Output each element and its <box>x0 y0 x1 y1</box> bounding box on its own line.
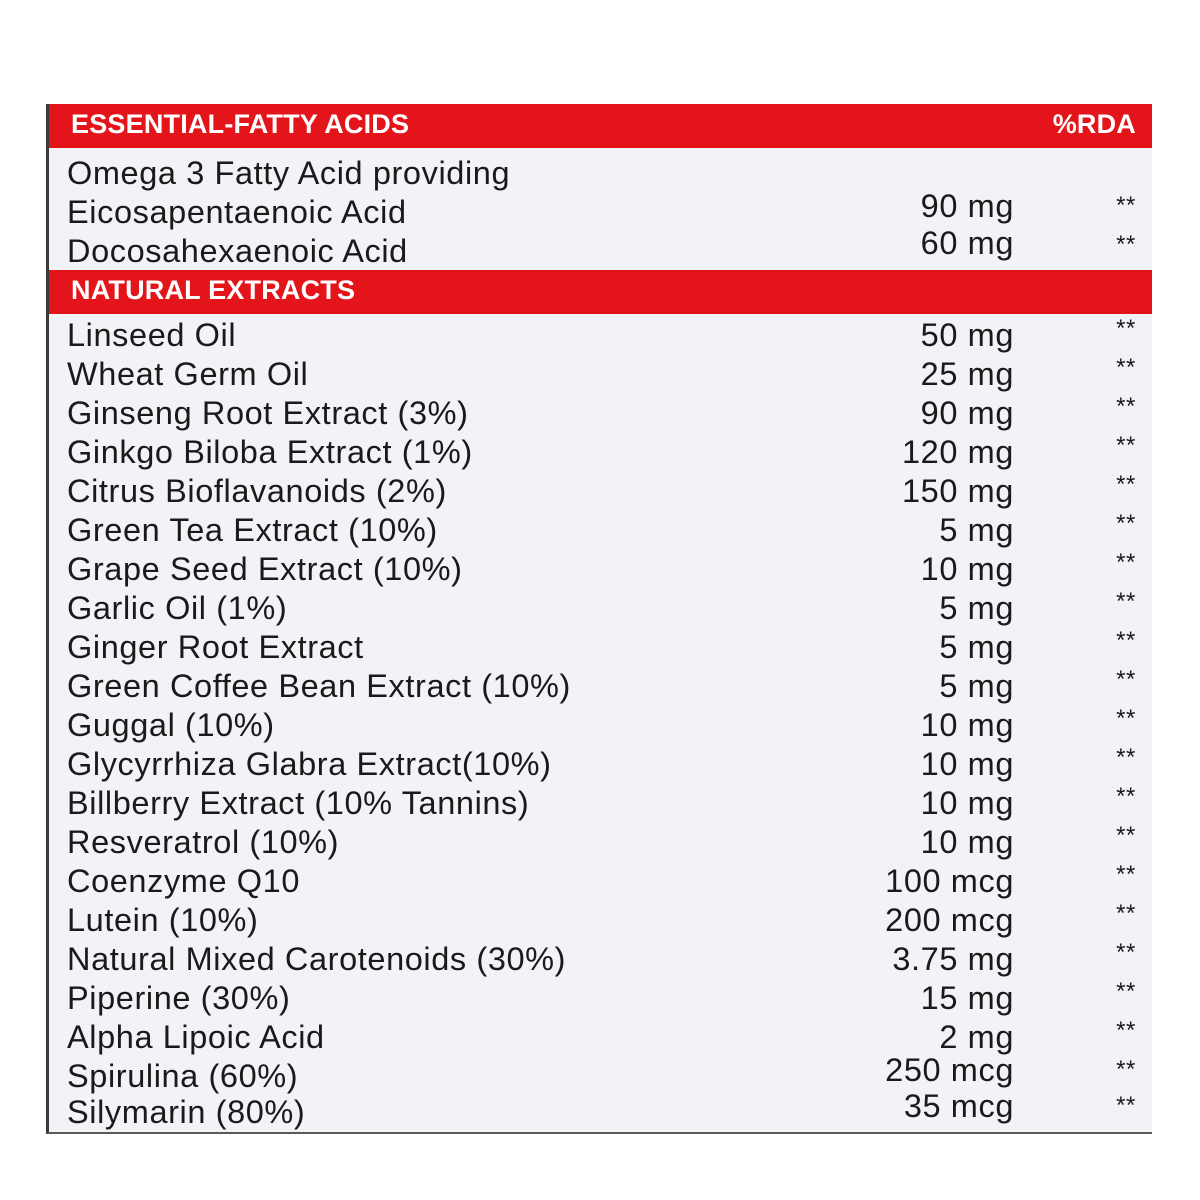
table-row <box>49 939 1152 979</box>
ingredient-amount: 15 mg <box>920 980 1014 1016</box>
ingredient-name: Ginseng Root Extract (3%) <box>67 395 469 431</box>
ingredient-amount: 10 mg <box>920 824 1014 860</box>
ingredient-rda: ** <box>1116 705 1136 732</box>
ingredient-amount: 10 mg <box>920 746 1014 782</box>
ingredient-name: Green Coffee Bean Extract (10%) <box>67 668 571 704</box>
table-row <box>49 393 1152 433</box>
ingredient-rda: ** <box>1116 432 1136 459</box>
ingredient-amount: 35 mcg <box>903 1088 1014 1124</box>
table-row <box>49 354 1152 394</box>
ingredient-rda: ** <box>1116 1092 1136 1119</box>
ingredient-name: Ginkgo Biloba Extract (1%) <box>67 434 473 470</box>
ingredient-rda: ** <box>1116 861 1136 888</box>
ingredient-name: Piperine (30%) <box>67 980 291 1016</box>
ingredient-amount: 5 mg <box>939 668 1014 704</box>
table-row <box>49 783 1152 823</box>
ingredient-rda: ** <box>1116 978 1136 1005</box>
section-title: ESSENTIAL-FATTY ACIDS <box>71 109 410 139</box>
table-row <box>49 666 1152 706</box>
ingredient-amount: 10 mg <box>920 551 1014 587</box>
section-title: NATURAL EXTRACTS <box>71 275 356 305</box>
table-row <box>49 861 1152 901</box>
ingredient-amount: 60 mg <box>920 225 1014 261</box>
ingredient-name: Linseed Oil <box>67 317 237 353</box>
ingredient-rda: ** <box>1116 393 1136 420</box>
table-row <box>49 588 1152 628</box>
ingredient-amount: 3.75 mg <box>892 941 1014 977</box>
section-header-natural-extracts <box>49 270 1152 314</box>
ingredient-rda: ** <box>1116 354 1136 381</box>
ingredient-name: Billberry Extract (10% Tannins) <box>67 785 530 821</box>
ingredient-rda: ** <box>1116 627 1136 654</box>
ingredient-rda: ** <box>1116 315 1136 342</box>
ingredient-name: Wheat Germ Oil <box>67 356 309 392</box>
ingredient-amount: 10 mg <box>920 785 1014 821</box>
ingredient-amount: 150 mg <box>901 473 1014 509</box>
ingredient-rda: ** <box>1116 822 1136 849</box>
ingredient-rda: ** <box>1116 783 1136 810</box>
ingredient-amount: 5 mg <box>939 629 1014 665</box>
ingredient-name: Natural Mixed Carotenoids (30%) <box>67 941 567 977</box>
ingredient-rda: ** <box>1116 1056 1136 1083</box>
ingredient-amount: 5 mg <box>939 512 1014 548</box>
ingredient-rda: ** <box>1116 192 1136 219</box>
ingredient-amount: 90 mg <box>920 188 1014 224</box>
ingredient-name: Green Tea Extract (10%) <box>67 512 438 548</box>
ingredient-rda: ** <box>1116 588 1136 615</box>
ingredient-name: Omega 3 Fatty Acid providing <box>67 155 511 191</box>
table-row <box>49 510 1152 550</box>
ingredient-amount: 10 mg <box>920 707 1014 743</box>
ingredient-amount: 2 mg <box>939 1019 1014 1055</box>
rda-column-label: %RDA <box>1052 109 1136 139</box>
ingredient-rda: ** <box>1116 900 1136 927</box>
ingredient-amount: 50 mg <box>920 317 1014 353</box>
ingredient-amount: 90 mg <box>920 395 1014 431</box>
ingredient-name: Eicosapentaenoic Acid <box>67 194 407 230</box>
ingredient-amount: 200 mcg <box>885 902 1014 938</box>
ingredient-rda: ** <box>1116 231 1136 258</box>
ingredient-amount: 25 mg <box>920 356 1014 392</box>
ingredient-name: Citrus Bioflavanoids (2%) <box>67 473 447 509</box>
table-row <box>49 627 1152 667</box>
ingredient-rda: ** <box>1116 666 1136 693</box>
ingredient-rda: ** <box>1116 510 1136 537</box>
ingredient-amount: 120 mg <box>901 434 1014 470</box>
ingredient-amount: 5 mg <box>939 590 1014 626</box>
ingredient-name: Alpha Lipoic Acid <box>67 1019 325 1055</box>
ingredient-rda: ** <box>1116 939 1136 966</box>
ingredient-name: Grape Seed Extract (10%) <box>67 551 463 587</box>
ingredient-name: Coenzyme Q10 <box>67 863 301 899</box>
ingredient-name: Garlic Oil (1%) <box>67 590 288 626</box>
ingredient-name: Guggal (10%) <box>67 707 275 743</box>
table-row <box>49 822 1152 862</box>
ingredient-name: Silymarin (80%) <box>67 1094 306 1130</box>
table-row <box>49 1088 1152 1132</box>
ingredient-name: Resveratrol (10%) <box>67 824 340 860</box>
ingredient-rda: ** <box>1116 1017 1136 1044</box>
table-row <box>49 549 1152 589</box>
ingredient-name: Lutein (10%) <box>67 902 259 938</box>
table-row <box>49 744 1152 784</box>
nutrition-table <box>46 104 1152 1134</box>
ingredient-rda: ** <box>1116 471 1136 498</box>
ingredient-name: Glycyrrhiza Glabra Extract(10%) <box>67 746 552 782</box>
table-row <box>49 705 1152 745</box>
table-row <box>49 471 1152 511</box>
ingredient-name: Ginger Root Extract <box>67 629 364 665</box>
section-header-essential-fatty-acids <box>49 104 1152 148</box>
table-row <box>49 900 1152 940</box>
ingredient-amount: 100 mcg <box>885 863 1014 899</box>
ingredient-rda: ** <box>1116 744 1136 771</box>
table-row <box>49 315 1152 355</box>
table-row <box>49 978 1152 1018</box>
ingredient-name: Spirulina (60%) <box>67 1058 299 1094</box>
ingredient-amount: 250 mcg <box>885 1052 1014 1088</box>
table-row <box>49 225 1152 271</box>
ingredient-rda: ** <box>1116 549 1136 576</box>
table-row <box>49 432 1152 472</box>
ingredient-name: Docosahexaenoic Acid <box>67 233 408 269</box>
